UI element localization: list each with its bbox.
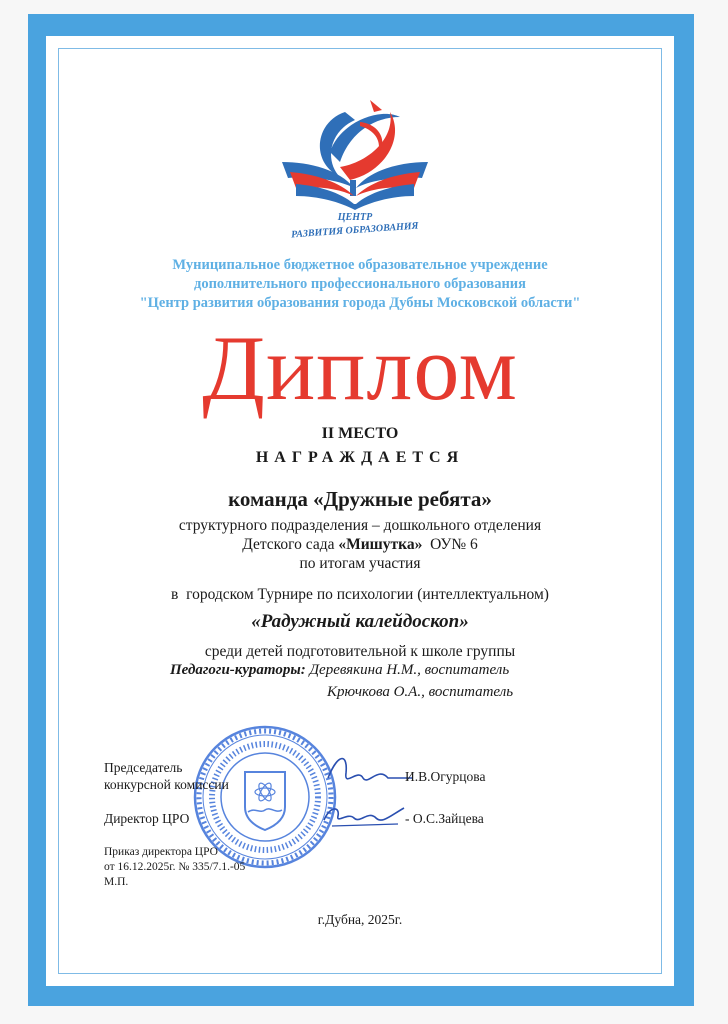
director-dash: - xyxy=(405,811,413,826)
chair-role xyxy=(104,759,229,793)
chair-signature-icon xyxy=(318,748,418,792)
contest-name: «Радужный калейдоскоп» xyxy=(251,611,469,632)
city-year: г.Дубна, 2025г. xyxy=(317,912,403,927)
diploma-title: Диплом xyxy=(202,317,518,419)
teacher-2: Крючкова О.А., воспитатель xyxy=(327,684,514,700)
order-line-3: М.П. xyxy=(104,876,129,888)
org-line-2: дополнительного профессионального образования xyxy=(193,276,526,292)
chair-role-line-1: Председатель xyxy=(104,760,183,775)
body-line-3: по итогам участия xyxy=(299,555,421,572)
kindergarten-name: «Мишутка» xyxy=(338,536,423,553)
awarded-label: НАГРАЖДАЕТСЯ xyxy=(255,449,465,466)
body-line-5: среди детей подготовительной к школе группы xyxy=(204,643,516,660)
order-line-1: Приказ директора ЦРО xyxy=(104,846,218,858)
organization-block xyxy=(60,256,660,313)
chair-role-line-2: конкурсной комиссии xyxy=(104,777,229,792)
chair-name: И.В.Огурцова xyxy=(405,769,486,784)
place-label: II МЕСТО xyxy=(321,425,399,442)
director-name xyxy=(405,810,484,827)
teachers-line xyxy=(170,662,509,679)
order-line-2: от 16.12.2025г. № 335/7.1.-05 xyxy=(104,861,246,873)
body-line-2 xyxy=(60,536,660,554)
body-line-4: в городском Турнире по психологии (интеллектуальном) xyxy=(171,586,549,603)
director-role: Директор ЦРО xyxy=(104,811,190,826)
team-name: команда «Дружные ребята» xyxy=(228,487,492,511)
director-name-text: О.С.Зайцева xyxy=(412,811,484,826)
school-number: ОУ№ 6 xyxy=(422,536,478,553)
teacher-1: Деревякина Н.М., воспитатель xyxy=(305,662,510,678)
teachers-label: Педагоги-кураторы: xyxy=(170,662,306,678)
body-line-1: структурного подразделения – дошкольного отделения xyxy=(178,517,542,534)
education-center-logo-icon xyxy=(270,92,440,242)
kindergarten-prefix: Детского сада xyxy=(242,536,339,553)
logo-text-line2: РАЗВИТИЯ ОБРАЗОВАНИЯ xyxy=(290,220,419,241)
director-signature-icon xyxy=(318,798,408,834)
org-line-3: "Центр развития образования города Дубны Московской области" xyxy=(139,295,581,311)
logo-text-line1: ЦЕНТР xyxy=(337,212,373,223)
org-line-1: Муниципальное бюджетное образовательное учреждение xyxy=(172,257,548,273)
